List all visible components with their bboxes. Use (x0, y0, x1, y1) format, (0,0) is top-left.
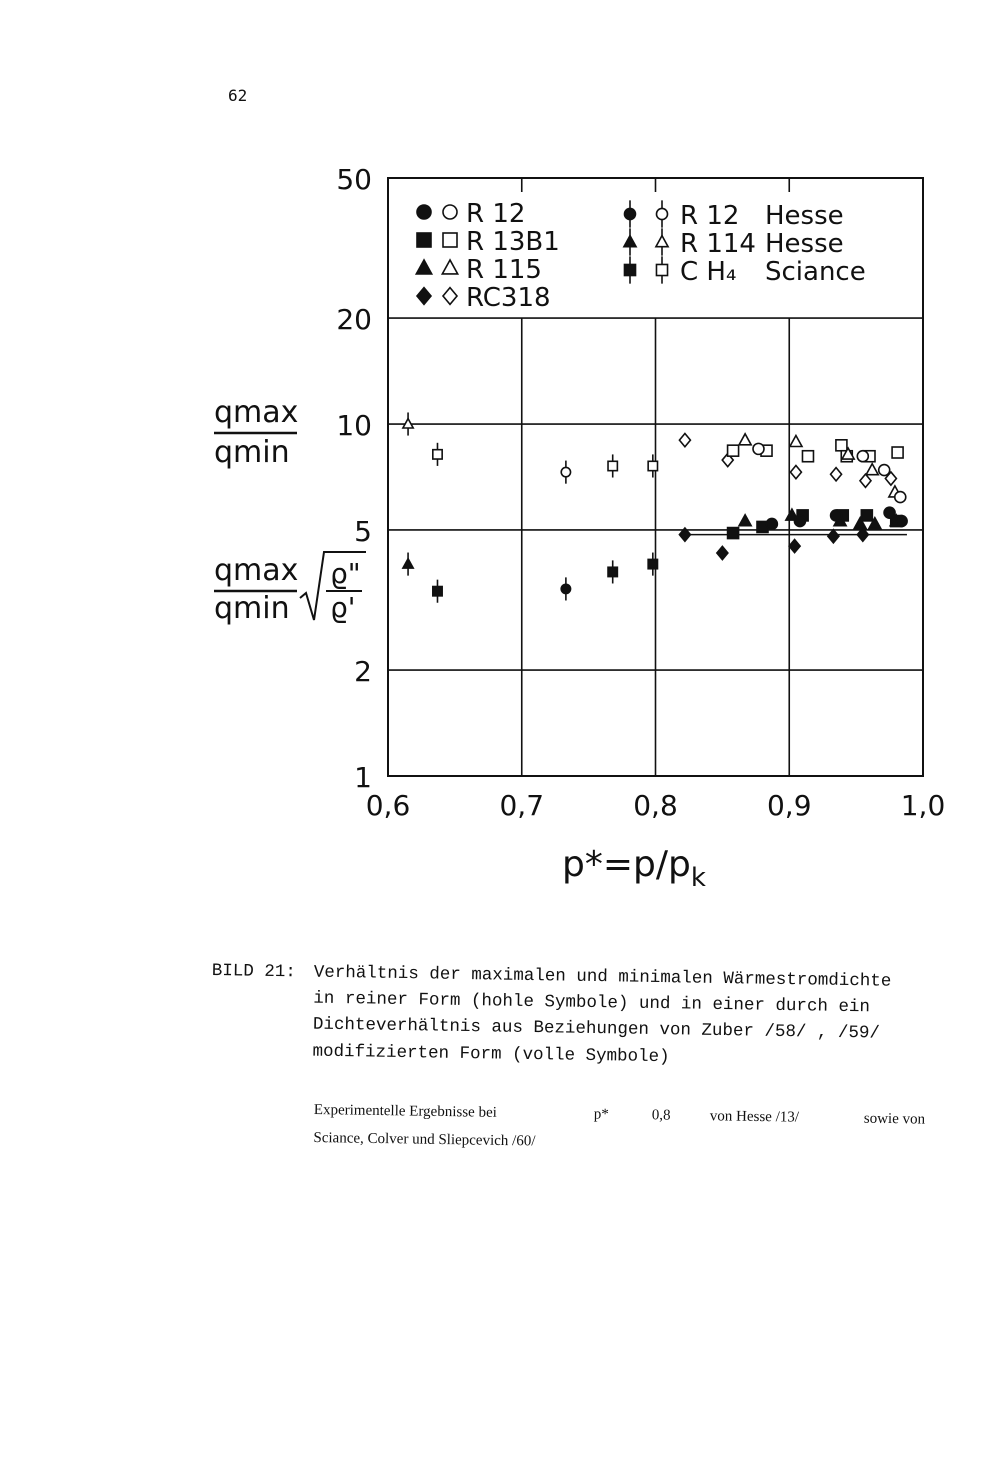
legend-marker-filled (624, 200, 635, 227)
note-text: Experimentelle Ergebnisse bei (313, 1102, 497, 1121)
y-tick-label: 5 (354, 514, 372, 548)
caption-line: modifizierten Form (volle Symbole) (312, 1041, 670, 1068)
data-point-ch4-sciance-filled (433, 580, 442, 603)
legend-marker-filled (416, 260, 431, 274)
legend-marker-filled (417, 233, 431, 247)
figure-note (313, 1102, 974, 1150)
legend-source: Sciance (765, 257, 866, 287)
note-symbol: p* (593, 1106, 609, 1123)
figure-caption (211, 958, 972, 1068)
legend-label: R 13B1 (466, 227, 560, 257)
data-point-rc318-open (790, 466, 801, 479)
ylabel-denominator: qmin (214, 435, 290, 470)
data-point-r-12-open (857, 451, 868, 462)
y-tick-label: 50 (336, 163, 372, 196)
note-line-2: Sciance, Colver und Sliepcevich /60/ (313, 1129, 536, 1150)
data-point-ch4-sciance-open (608, 454, 617, 477)
legend-marker-filled (417, 205, 431, 219)
ylabel2-numerator: qmax (214, 553, 299, 588)
x-axis-label (562, 844, 706, 893)
data-point-r-12-filled (884, 507, 895, 518)
ylabel2-root-numerator: ϱ" (330, 557, 361, 590)
data-point-r-114-hesse-filled (403, 553, 413, 576)
xlabel-subscript: k (690, 863, 706, 893)
legend-label: R 115 (466, 255, 542, 285)
caption-line: Verhältnis der maximalen und minimalen Wärmestromdichte (313, 962, 892, 992)
y-tick-label: 10 (336, 409, 372, 443)
x-tick-label: 0,9 (766, 789, 812, 822)
data-point-r-115-filled (739, 515, 751, 526)
data-point-ch4-sciance-open (433, 443, 442, 466)
legend-marker-open (656, 228, 668, 255)
x-tick-label: 0,7 (499, 789, 545, 822)
legend-label: RC318 (466, 283, 551, 313)
data-point-r-13b1-filled (728, 528, 739, 539)
legend-label: C H₄ (680, 257, 737, 287)
x-tick-label: 0,8 (633, 789, 678, 822)
caption-line: Dichteverhältnis aus Beziehungen von Zuber /58/ , /59/ (312, 1014, 881, 1044)
data-point-rc318-open (860, 474, 871, 487)
legend-label: R 114 (680, 229, 756, 259)
data-point-r-13b1-open (892, 447, 903, 458)
data-point-r-115-open (739, 434, 751, 445)
legend-marker-open (443, 205, 457, 219)
caption-line: in reiner Form (hohle Symbole) und in einer durch ein (313, 988, 871, 1018)
data-point-ch4-sciance-filled (608, 560, 617, 583)
note-value: 0,8 (651, 1107, 671, 1124)
data-point-r-12-open (879, 465, 890, 476)
legend-marker-filled (624, 256, 635, 283)
legend-label: R 12 (680, 201, 740, 231)
y-tick-label: 1 (354, 761, 372, 794)
data-point-rc318-open (831, 468, 842, 481)
legend-marker-filled (624, 228, 636, 255)
data-point-rc318-open (679, 434, 690, 447)
legend (416, 199, 865, 313)
legend-label: R 12 (466, 199, 526, 229)
y-tick-label: 20 (336, 303, 372, 337)
legend-marker-open (442, 260, 457, 274)
caption-label: BILD 21: (211, 960, 296, 983)
legend-source: Hesse (765, 229, 844, 259)
note-text: von Hesse /13/ (709, 1108, 800, 1126)
x-tick-label: 0,6 (365, 789, 411, 822)
data-point-r-12-filled (766, 518, 777, 529)
y-tick-labels (336, 163, 372, 794)
page-number: 62 (228, 86, 248, 105)
x-tick-label: 1,0 (900, 789, 946, 822)
legend-marker-open (656, 200, 667, 227)
note-text: sowie von (863, 1110, 926, 1128)
legend-marker-open (443, 288, 457, 305)
data-point-r-114-hesse-open (403, 412, 413, 435)
data-point-r-13b1-filled (861, 510, 872, 521)
data-point-r-12-filled (794, 516, 805, 527)
data-point-r-13b1-open (728, 445, 739, 456)
legend-marker-filled (417, 288, 431, 305)
xlabel-text: $p*=p/p_k$ (562, 844, 706, 893)
data-point-r-12-hesse-filled (561, 577, 570, 600)
data-point-r-12-open (753, 443, 764, 454)
data-point-r-12-open (895, 492, 906, 503)
ylabel2-denominator: qmin (214, 591, 290, 626)
legend-marker-open (443, 233, 457, 247)
data-point-r-12-filled (831, 510, 842, 521)
data-point-r-12-filled (896, 516, 907, 527)
y-tick-label: 2 (354, 655, 372, 689)
data-point-r-12-hesse-open (561, 461, 570, 484)
x-tick-labels (366, 789, 946, 822)
data-point-rc318-filled (717, 546, 728, 559)
legend-marker-open (656, 256, 667, 283)
data-point-rc318-filled (789, 539, 800, 552)
ylabel-numerator: qmax (214, 395, 299, 430)
data-point-rc318-filled (828, 530, 839, 543)
legend-source: Hesse (765, 201, 844, 231)
data-point-r-115-open (790, 436, 802, 447)
data-point-r-13b1-open (802, 451, 813, 462)
ylabel2-root-denominator: ϱ' (330, 591, 356, 624)
data-point-r-13b1-open (836, 440, 847, 451)
data-point-r-115-open (866, 464, 878, 475)
